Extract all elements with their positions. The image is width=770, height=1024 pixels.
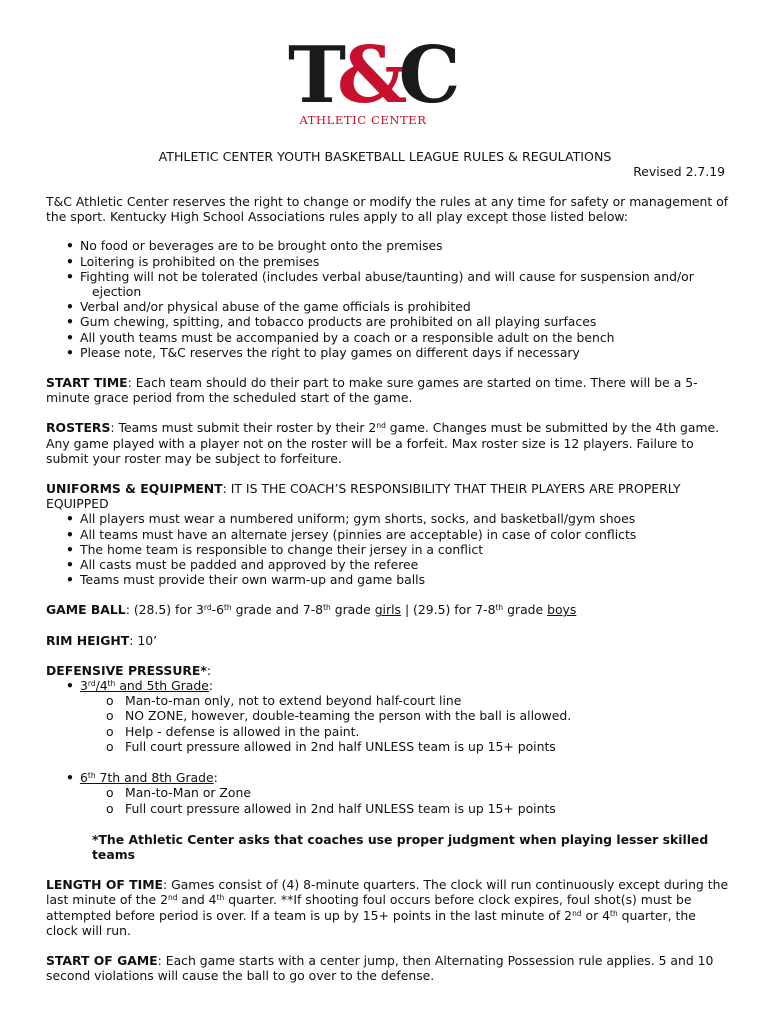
uniforms-list (46, 511, 730, 587)
section-label: GAME BALL (46, 602, 126, 618)
defensive-rules-list-1 (46, 693, 730, 754)
intro-paragraph: T&C Athletic Center reserves the right to change or modify the rules at any time for safety or management of the sport. Kentucky High School Associations rules apply to all play except those listed below: (46, 194, 729, 225)
general-rules-list (46, 238, 730, 360)
grade-heading: 6th 7th and 8th Grade (80, 770, 214, 786)
defensive-rules-list-2 (46, 785, 730, 815)
coach-judgment-note: *The Athletic Center asks that coaches use proper judgment when playing lesser skilled teams (92, 831, 709, 862)
start-time-section: START TIME: Each team should do their part to make sure games are started on time. There will be a 5-minute grace period from the scheduled start of the game. (46, 375, 698, 406)
list-item: o Full court pressure allowed in 2nd half UNLESS team is up 15+ points (106, 739, 730, 754)
defensive-grade-list-2 (46, 770, 730, 785)
list-item: o Man-to-man only, not to extend beyond half-court line (106, 693, 730, 708)
rosters-section: ROSTERS: Teams must submit their roster by their 2nd game. Changes must be submitted by the 4th game. Any game played with a player not on the roster will be a forfeit. Max roster size is 12 players. Failure to submit your roster may be subject to forfeiture. (46, 420, 720, 466)
logo-letter-c: C (398, 30, 452, 121)
revised-date: Revised 2.7.19 (633, 164, 725, 179)
list-item: o Man-to-Man or Zone (106, 785, 730, 800)
logo-subtitle: ATHLETIC CENTER (299, 113, 427, 127)
section-label: ROSTERS (46, 420, 111, 436)
start-of-game-section: START OF GAME: Each game starts with a center jump, then Alternating Possession rule applies. 5 and 10 second violations will cause the ball to go over to the defense. (46, 952, 714, 984)
section-label: LENGTH OF TIME (46, 877, 163, 893)
list-item: o Full court pressure allowed in 2nd half UNLESS team is up 15+ points (106, 801, 730, 816)
list-item: o NO ZONE, however, double-teaming the person with the ball is allowed. (106, 708, 730, 723)
section-label: START TIME (46, 375, 128, 391)
list-item: • All players must wear a numbered uniform; gym shorts, socks, and basketball/gym shoes (66, 511, 730, 526)
list-item: • No food or beverages are to be brought onto the premises (66, 238, 730, 253)
list-item: • Fighting will not be tolerated (includes verbal abuse/taunting) and will cause for suspension and/or ejection (66, 269, 730, 299)
logo-ampersand: & (337, 30, 399, 121)
section-label: START OF GAME (46, 952, 158, 968)
section-label: RIM HEIGHT (46, 632, 130, 648)
list-item: • 3rd/4th and 5th Grade: (66, 678, 730, 693)
list-item: • The home team is responsible to change their jersey in a conflict (66, 542, 730, 557)
rim-height-section: RIM HEIGHT: 10’ (46, 632, 158, 648)
list-item: • Please note, T&C reserves the right to play games on different days if necessary (66, 345, 730, 360)
list-item: • All casts must be padded and approved by the referee (66, 557, 730, 572)
length-of-time-section: LENGTH OF TIME: Games consist of (4) 8-minute quarters. The clock will run continuously except during the last minute of the 2nd and 4th quarter. **If shooting foul occurs before clock expires, foul shot(s) must be attempted before period is over. If a team is up by 15+ points in the last minute of 2nd or 4th quarter, the clock will run. (46, 877, 729, 938)
list-item: • All teams must have an alternate jersey (pinnies are acceptable) in case of color conflicts (66, 527, 730, 542)
document-body (46, 194, 730, 983)
defensive-grade-list-1 (46, 678, 730, 693)
grade-heading: 3rd/4th and 5th Grade (80, 678, 209, 694)
tc-logo (288, 30, 452, 128)
list-item: • Verbal and/or physical abuse of the game officials is prohibited (66, 299, 730, 314)
uniforms-section: UNIFORMS & EQUIPMENT: IT IS THE COACH’S RESPONSIBILITY THAT THEIR PLAYERS ARE PROPERLY EQUIPPED (46, 481, 681, 512)
list-item: • All youth teams must be accompanied by a coach or a responsible adult on the bench (66, 330, 730, 345)
game-ball-section: GAME BALL: (28.5) for 3rd-6th grade and 7-8th grade girls | (29.5) for 7-8th grade boys (46, 602, 577, 618)
section-label: UNIFORMS & EQUIPMENT (46, 481, 223, 497)
list-item: o Help - defense is allowed in the paint. (106, 724, 730, 739)
logo-letter-t: T (288, 30, 338, 121)
defensive-pressure-section: DEFENSIVE PRESSURE*: (46, 662, 212, 678)
document-title: ATHLETIC CENTER YOUTH BASKETBALL LEAGUE RULES & REGULATIONS (158, 149, 612, 164)
list-item: • Loitering is prohibited on the premises (66, 254, 730, 269)
list-item: • Gum chewing, spitting, and tobacco products are prohibited on all playing surfaces (66, 314, 730, 329)
section-label: DEFENSIVE PRESSURE* (46, 662, 207, 678)
list-item: • Teams must provide their own warm-up and game balls (66, 572, 730, 587)
list-item: • 6th 7th and 8th Grade: (66, 770, 730, 785)
